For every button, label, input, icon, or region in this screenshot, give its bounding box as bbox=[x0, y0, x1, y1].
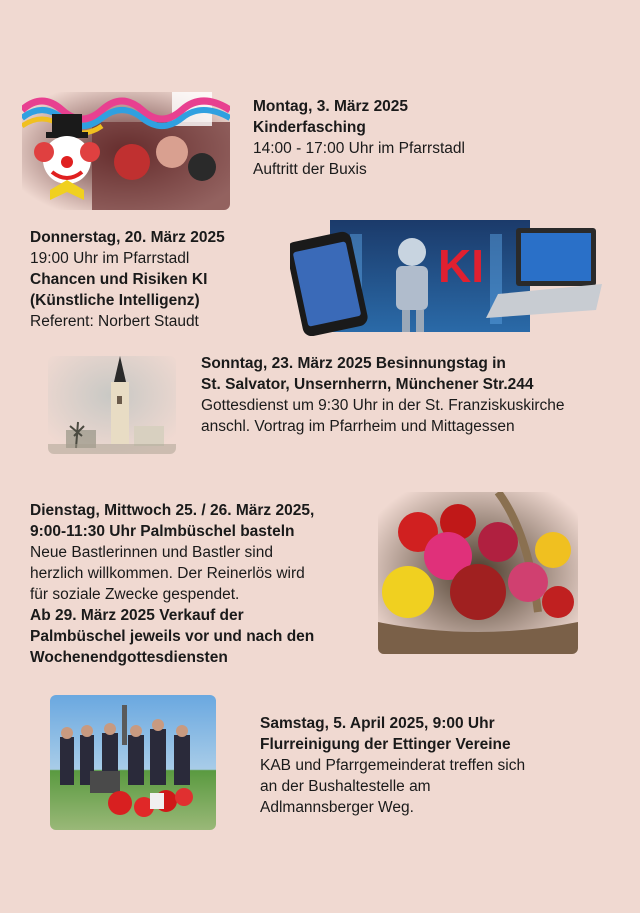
event-1-time: 14:00 - 17:00 Uhr im Pfarrstadl bbox=[253, 140, 465, 157]
event-2-speaker: Referent: Norbert Staudt bbox=[30, 313, 199, 330]
ai-robot-devices-image bbox=[290, 214, 602, 336]
flower-basket-image bbox=[378, 492, 578, 654]
event-1-date: Montag, 3. März 2025 bbox=[253, 98, 409, 115]
event-4-detail-3: für soziale Zwecke gespendet. bbox=[30, 586, 240, 603]
event-5-text bbox=[260, 713, 525, 818]
event-4-title: 9:00-11:30 Uhr Palmbüschel basteln bbox=[30, 523, 295, 540]
ai-ki-label: KI bbox=[438, 240, 484, 292]
event-4-sale-2: Palmbüschel jeweils vor und nach den bbox=[30, 628, 315, 645]
event-2-title: Chancen und Risiken KI bbox=[30, 271, 208, 288]
event-1-note: Auftritt der Buxis bbox=[253, 161, 367, 178]
event-3-detail-1: Gottesdienst um 9:30 Uhr in der St. Franziskuskirche bbox=[201, 397, 565, 414]
event-5-date: Samstag, 5. April 2025, 9:00 Uhr bbox=[260, 715, 495, 732]
event-4-sale-1: Ab 29. März 2025 Verkauf der bbox=[30, 607, 244, 624]
cleanup-group-image bbox=[50, 695, 216, 830]
clown-carnival-image bbox=[22, 92, 230, 210]
event-1-title: Kinderfasching bbox=[253, 119, 366, 136]
event-2-text bbox=[30, 227, 225, 332]
event-3-place: St. Salvator, Unsernherrn, Münchener Str.244 bbox=[201, 376, 534, 393]
event-4-date: Dienstag, Mittwoch 25. / 26. März 2025, bbox=[30, 502, 315, 519]
event-3-date: Sonntag, 23. März 2025 Besinnungstag in bbox=[201, 355, 506, 372]
event-1-text bbox=[253, 96, 465, 180]
event-4-text bbox=[30, 500, 314, 668]
event-4-detail-2: herzlich willkommen. Der Reinerlös wird bbox=[30, 565, 305, 582]
event-5-detail-2: an der Bushaltestelle am bbox=[260, 778, 431, 795]
event-5-detail-1: KAB und Pfarrgemeinderat treffen sich bbox=[260, 757, 526, 774]
event-4-detail-1: Neue Bastlerinnen und Bastler sind bbox=[30, 544, 273, 561]
event-2-date: Donnerstag, 20. März 2025 bbox=[30, 229, 225, 246]
event-4-sale-3: Wochenendgottesdiensten bbox=[30, 649, 228, 666]
event-2-subtitle: (Künstliche Intelligenz) bbox=[30, 292, 200, 309]
event-2-time: 19:00 Uhr im Pfarrstadl bbox=[30, 250, 190, 267]
event-3-detail-2: anschl. Vortrag im Pfarrheim und Mittagessen bbox=[201, 418, 515, 435]
church-tower-image bbox=[48, 356, 176, 454]
event-5-title: Flurreinigung der Ettinger Vereine bbox=[260, 736, 511, 753]
event-3-text bbox=[201, 353, 565, 437]
event-5-detail-3: Adlmannsberger Weg. bbox=[260, 799, 414, 816]
